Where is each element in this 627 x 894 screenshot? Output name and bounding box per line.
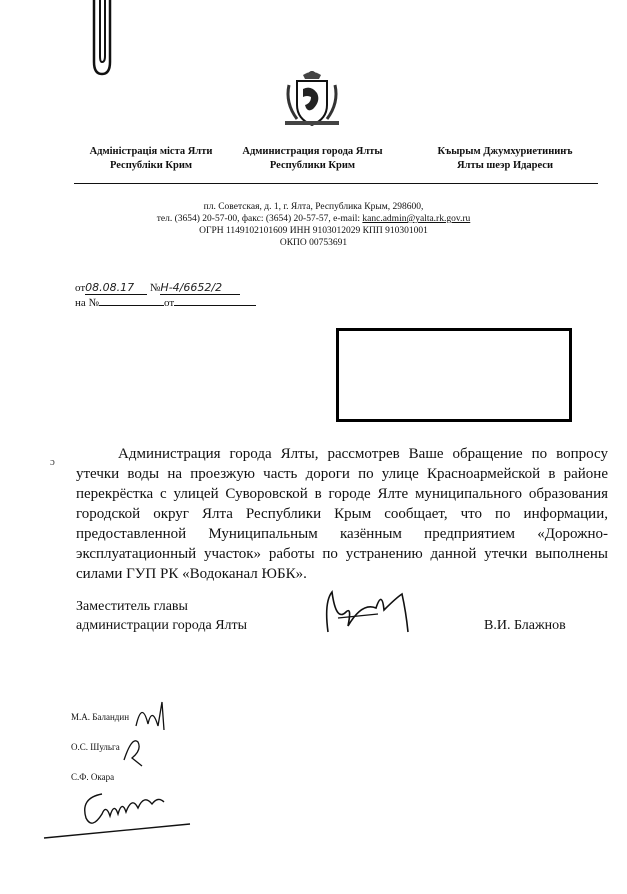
reference-number: Н-4/6652/2: [160, 281, 240, 295]
margin-mark: ɔ: [50, 456, 55, 468]
approval-item: М.А. Баландин: [71, 712, 130, 722]
coat-of-arms-icon: [281, 67, 343, 129]
reference-number-label: №: [149, 282, 161, 294]
reference-from-label: от: [75, 282, 86, 294]
approval-item: С.Ф. Окара: [71, 772, 115, 782]
letter-body: Администрация города Ялты, рассмотрев Ваше обращение по вопросу утечки воды на проезжую часть дороги по улице Красноармейской в районе перекрёстка с улицей Суворовской в городе Ялте муниципального образования городской округ Ялта Республики Крым сообщает, что по информации, предоставленной Муниципальным казённым предприятием «Дорожно-эксплуатационный участок» работы по устранению данной утечки выполнены силами ГУП РК «Водоканал ЮБК».: [76, 446, 608, 582]
header-crimean-tatar: [420, 145, 590, 173]
address-line3: ОГРН 1149102101609 ИНН 9103012029 КПП 910301001: [199, 226, 428, 236]
signatory-name: В.И. Блажнов: [484, 618, 566, 633]
header-ukrainian-line1: Адміністрація міста Ялти: [89, 146, 213, 157]
header-ukrainian: [76, 145, 226, 173]
header-divider: [74, 183, 598, 184]
approval-initials: [40, 784, 200, 844]
reference-to-from-label: от: [164, 297, 175, 309]
signatory-position: [76, 597, 247, 635]
header-ukrainian-line2: Республіки Крим: [109, 160, 193, 171]
header-russian: [230, 145, 395, 173]
address-email-link[interactable]: kanc.admin@yalta.rk.gov.ru: [362, 214, 471, 224]
reference-to-row: [75, 295, 256, 309]
reference-date: 08.08.17: [85, 281, 147, 295]
redacted-recipient-box: [336, 328, 572, 422]
reference-from-row: [75, 281, 240, 295]
address-line4: ОКПО 00753691: [279, 238, 348, 248]
address-phone-fax: тел. (3654) 20-57-00, факс: (3654) 20-57-57, e-mail:: [156, 214, 363, 224]
header-russian-line1: Администрация города Ялты: [242, 146, 383, 157]
paper-clip-icon: [80, 0, 120, 80]
reference-to-label: на №: [75, 297, 100, 309]
address-line1: пл. Советская, д. 1, г. Ялта, Республика Крым, 298600,: [203, 202, 424, 212]
header-russian-line2: Республики Крим: [269, 160, 356, 171]
signatory-position-line2: администрации города Ялты: [76, 618, 248, 633]
handwritten-signature: [318, 582, 428, 642]
reference-to-number-blank: [99, 295, 164, 306]
signatory-position-line1: Заместитель главы: [76, 599, 188, 614]
reference-to-date-blank: [174, 295, 256, 306]
header-crimean-tatar-line1: Къырым Джумхуриетининъ: [437, 146, 573, 157]
header-crimean-tatar-line2: Ялты шеэр Идареси: [456, 160, 554, 171]
address-line2: [0, 213, 627, 225]
approval-item: О.С. Шульга: [71, 742, 120, 752]
approval-initials: [118, 730, 158, 770]
